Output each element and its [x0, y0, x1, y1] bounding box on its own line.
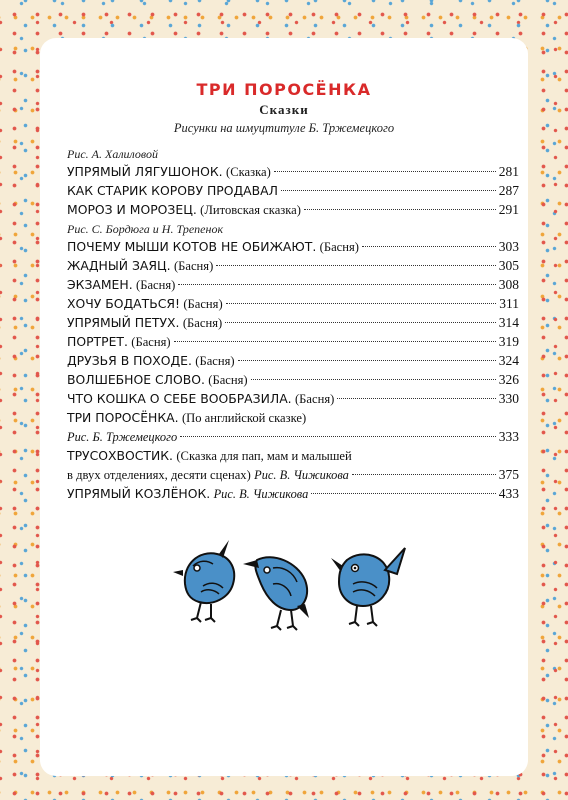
toc-entry-three-pigs-credit[interactable] [67, 427, 519, 446]
entry-title: КАК СТАРИК КОРОВУ ПРОДАВАЛ [67, 183, 278, 198]
entry-credit: Рис. В. Чижикова [254, 468, 349, 482]
dot-leader [352, 474, 496, 475]
entry-note: в двух отделениях, десяти сценах) [67, 468, 251, 482]
dot-leader [225, 322, 496, 323]
entry-title: УПРЯМЫЙ КОЗЛЁНОК. [67, 486, 211, 501]
toc-entry[interactable] [67, 237, 519, 256]
entry-title: ТРИ ПОРОСЁНКА. [67, 410, 179, 425]
entry-note: (Басня) [319, 240, 359, 254]
toc-entry[interactable] [67, 332, 519, 351]
entry-note: (Литовская сказка) [200, 203, 301, 217]
illustrator-credit: Рисунки на шмуцтитуле Б. Тржемецкого [173, 121, 395, 135]
toc-entry[interactable] [67, 275, 519, 294]
toc-entry[interactable] [67, 351, 519, 370]
entry-note: (Басня) [136, 278, 176, 292]
entry-page: 311 [499, 296, 519, 311]
dot-leader [238, 360, 496, 361]
entry-page: 375 [498, 467, 519, 482]
entry-title: УПРЯМЫЙ ЛЯГУШОНОК. [67, 164, 223, 179]
entry-title: МОРОЗ И МОРОЗЕЦ. [67, 202, 197, 217]
entry-note: (Сказка для пап, мам и малышей [176, 449, 352, 463]
group-credit: Рис. С. Бордюга и Н. Трепенок [67, 222, 224, 236]
entry-title: ХОЧУ БОДАТЬСЯ! [67, 296, 180, 311]
entry-page: 330 [498, 391, 519, 406]
entry-page: 333 [498, 429, 519, 444]
entry-page: 305 [498, 258, 519, 273]
table-of-contents [67, 144, 519, 503]
bird-icon [331, 548, 405, 626]
dot-leader [311, 493, 495, 494]
dot-leader [362, 246, 496, 247]
dot-leader [337, 398, 495, 399]
dot-leader [178, 284, 495, 285]
toc-entry[interactable] [67, 370, 519, 389]
entry-note: (Басня) [294, 392, 335, 406]
entry-note: (Басня) [183, 297, 223, 311]
entry-note: (Басня) [131, 335, 171, 349]
entry-page: 303 [498, 239, 519, 254]
entry-title: ВОЛШЕБНОЕ СЛОВО. [67, 372, 205, 387]
entry-note: (Басня) [182, 316, 223, 330]
dot-leader [281, 190, 496, 191]
entry-note: (Басня) [195, 354, 235, 368]
toc-entry[interactable] [67, 256, 519, 275]
entry-page: 319 [498, 334, 519, 349]
entry-title: ЖАДНЫЙ ЗАЯЦ. [67, 258, 171, 273]
toc-entry[interactable] [67, 162, 519, 181]
entry-page: 326 [498, 372, 519, 387]
entry-page: 287 [498, 183, 519, 198]
bird-icon [173, 540, 234, 622]
entry-page: 291 [498, 202, 519, 217]
page-title: ТРИ ПОРОСЁНКА [196, 80, 372, 99]
toc-entry[interactable] [67, 200, 519, 219]
toc-entry[interactable] [67, 313, 519, 332]
entry-note: (Сказка) [226, 165, 271, 179]
toc-entry-kozlenok[interactable] [67, 484, 519, 503]
bird-icon [243, 557, 309, 630]
toc-entry[interactable] [67, 389, 519, 408]
entry-title: ТРУСОХВОСТИК. [67, 448, 173, 463]
dot-leader [251, 379, 496, 380]
dot-leader [216, 265, 495, 266]
birds-illustration [173, 526, 413, 638]
entry-page: 433 [498, 486, 519, 501]
book-page [40, 38, 528, 776]
toc-entry-trusokhvostik-line2[interactable] [67, 465, 519, 484]
entry-note: (Басня) [173, 259, 214, 273]
toc-entry-trusokhvostik[interactable] [67, 446, 519, 465]
entry-title: ДРУЗЬЯ В ПОХОДЕ. [67, 353, 192, 368]
dot-leader [304, 209, 496, 210]
entry-title: ЧТО КОШКА О СЕБЕ ВООБРАЗИЛА. [67, 391, 292, 406]
entry-page: 314 [498, 315, 519, 330]
toc-entry-three-pigs[interactable] [67, 408, 519, 427]
entry-credit: Рис. В. Чижикова [213, 487, 309, 501]
entry-title: ЭКЗАМЕН. [67, 277, 133, 292]
entry-note: (Басня) [208, 373, 248, 387]
toc-entry[interactable] [67, 294, 519, 313]
entry-note: (По английской сказке) [181, 411, 307, 425]
toc-entry[interactable] [67, 181, 519, 200]
entry-page: 324 [498, 353, 519, 368]
entry-title: ПОРТРЕТ. [67, 334, 128, 349]
dot-leader [226, 303, 497, 304]
dot-leader [180, 436, 496, 437]
entry-title: УПРЯМЫЙ ПЕТУХ. [67, 315, 180, 330]
dot-leader [274, 171, 496, 172]
entry-page: 281 [498, 164, 519, 179]
group-credit: Рис. А. Халиловой [67, 147, 158, 161]
dot-leader [174, 341, 496, 342]
entry-page: 308 [498, 277, 519, 292]
entry-title: ПОЧЕМУ МЫШИ КОТОВ НЕ ОБИЖАЮТ. [67, 239, 317, 254]
page-subtitle: Сказки [259, 102, 309, 117]
entry-credit: Рис. Б. Тржемецкого [67, 430, 178, 444]
